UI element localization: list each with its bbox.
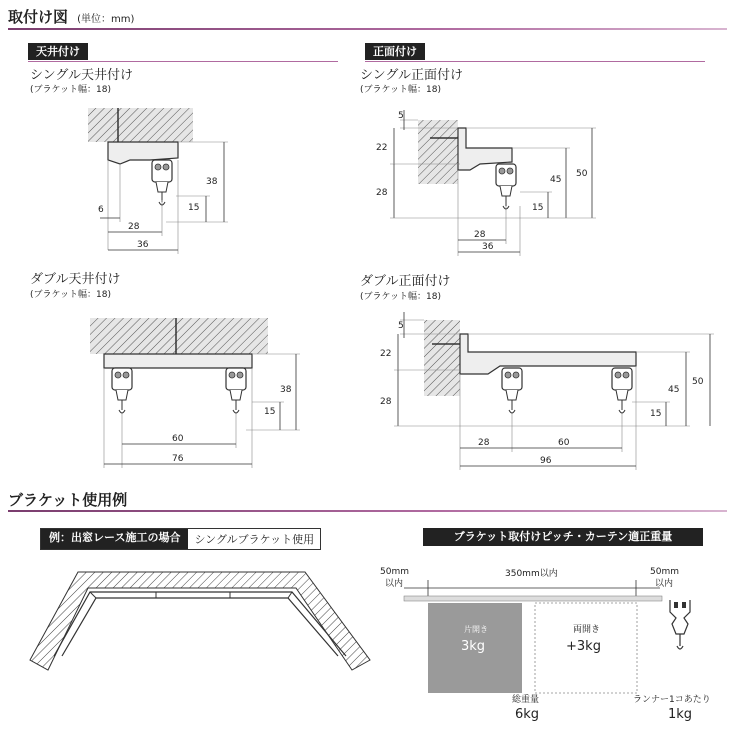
- runner-icon: [496, 164, 516, 209]
- one-side-weight: 3kg: [461, 639, 486, 654]
- right-gap-label: 50mm: [650, 567, 679, 577]
- dim-label: 5: [398, 111, 404, 121]
- runner-icon: [502, 368, 522, 413]
- usage-title: ブラケット使用例: [8, 491, 128, 509]
- mounting-title: 取付け図: [8, 8, 69, 26]
- left-gap-label: 50mm: [380, 567, 409, 577]
- ceiling-double-bracket: (ブラケット幅：18): [30, 290, 112, 300]
- ceiling-double-title: ダブル天井付け: [30, 272, 121, 287]
- front-double-bracket: (ブラケット幅：18): [360, 292, 442, 302]
- ceiling-tag: 天井付け: [28, 43, 88, 60]
- dim-label: 38: [206, 177, 218, 187]
- single-ceiling-diagram: [88, 108, 228, 254]
- dim-label: 15: [650, 409, 662, 419]
- dim-label: 50: [692, 377, 704, 387]
- dim-label: 28: [478, 438, 490, 448]
- left-gap-label: 以内: [385, 579, 404, 589]
- runner-icon: [152, 160, 172, 205]
- dim-label: 15: [188, 203, 200, 213]
- dim-label: 96: [540, 456, 552, 466]
- pitch-tag: ブラケット取付けピッチ・カーテン適正重量: [423, 528, 703, 546]
- dim-label: 36: [137, 240, 149, 250]
- front-single-bracket: (ブラケット幅：18): [360, 85, 442, 95]
- dim-label: 28: [474, 230, 486, 240]
- front-single-title: シングル正面付け: [360, 68, 464, 83]
- bay-window-diagram: [30, 572, 370, 670]
- dim-label: 45: [550, 175, 562, 185]
- dim-label: 6: [98, 205, 104, 215]
- bracket: [460, 334, 636, 374]
- wall-block: [424, 320, 460, 396]
- ceiling-block: [90, 318, 268, 354]
- wall-block: [418, 120, 458, 184]
- right-gap-label: 以内: [655, 579, 674, 589]
- dim-label: 76: [172, 454, 184, 464]
- two-side-weight: +3kg: [566, 639, 601, 654]
- ceiling-single-title: シングル天井付け: [30, 68, 134, 83]
- dim-label: 60: [558, 438, 570, 448]
- runner-value: 1kg: [668, 707, 693, 722]
- dim-label: 50: [576, 169, 588, 179]
- dim-label: 38: [280, 385, 292, 395]
- example-note: シングルブラケット使用: [194, 533, 315, 546]
- dim-label: 60: [172, 434, 184, 444]
- dim-label: 22: [376, 143, 388, 153]
- usage-diagrams: [0, 480, 735, 735]
- dim-label: 15: [532, 203, 544, 213]
- ceiling-single-bracket: (ブラケット幅：18): [30, 85, 112, 95]
- dim-label: 28: [128, 222, 140, 232]
- span-label: 350mm以内: [505, 569, 558, 579]
- runner-label: ランナー1コあたり: [633, 695, 711, 705]
- front-tag: 正面付け: [365, 43, 425, 60]
- runner-icon: [226, 368, 246, 413]
- dim-label: 36: [482, 242, 494, 252]
- single-front-diagram: [376, 110, 596, 256]
- dim-label: 28: [376, 188, 388, 198]
- double-front-diagram: [380, 312, 714, 470]
- double-ceiling-diagram: [90, 318, 300, 468]
- dim-label: 15: [264, 407, 276, 417]
- dim-label: 5: [398, 321, 404, 331]
- total-label: 総重量: [512, 695, 540, 705]
- rail: [404, 596, 662, 601]
- dim-label: 28: [380, 397, 392, 407]
- runner-icon: [670, 600, 690, 649]
- pitch-diagram: [380, 567, 711, 722]
- one-side-label: 片開き: [464, 625, 488, 634]
- runner-icon: [112, 368, 132, 413]
- unit-note: (単位：mm): [77, 14, 135, 25]
- two-side-label: 両開き: [573, 625, 601, 635]
- ceiling-block: [88, 108, 193, 142]
- front-double-title: ダブル正面付け: [360, 274, 451, 289]
- dim-label: 22: [380, 349, 392, 359]
- total-value: 6kg: [515, 707, 540, 722]
- runner-icon: [612, 368, 632, 413]
- dim-label: 45: [668, 385, 680, 395]
- example-tag: 例：出窓レース施工の場合: [41, 529, 188, 549]
- bracket: [104, 354, 252, 368]
